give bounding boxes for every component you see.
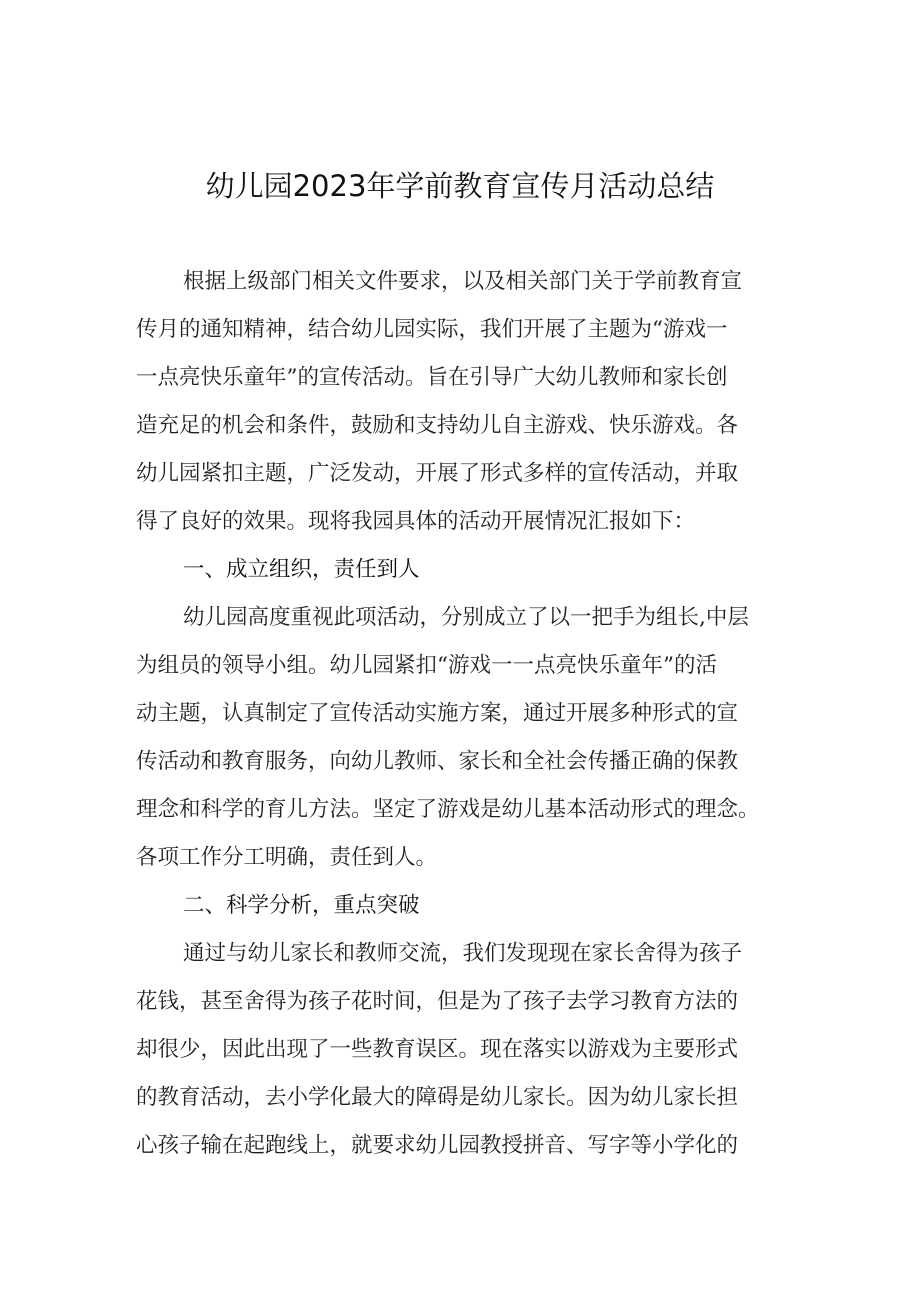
document-title: 幼儿园2023年学前教育宣传月活动总结 bbox=[205, 169, 715, 203]
paragraph-2-line-5: 理念和科学的育儿方法。坚定了游戏是幼儿基本活动形式的理念。 bbox=[136, 797, 760, 822]
paragraph-2-line-2: 为组员的领导小组。幼儿园紧扣“游戏一一点亮快乐童年”的活 bbox=[136, 653, 717, 678]
paragraph-3-line-5: 心孩子输在起跑线上，就要求幼儿园教授拼音、写字等小学化的 bbox=[136, 1133, 739, 1158]
paragraph-1-line-2: 传月的通知精神，结合幼儿园实际，我们开展了主题为“游戏一 bbox=[136, 317, 728, 342]
paragraph-3-line-1: 通过与幼儿家长和教师交流，我们发现现在家长舍得为孩子 bbox=[183, 941, 743, 966]
paragraph-1-line-5: 幼儿园紧扣主题，广泛发动，开展了形式多样的宣传活动，并取 bbox=[136, 461, 739, 486]
paragraph-3-line-4: 的教育活动，去小学化最大的障碍是幼儿家长。因为幼儿家长担 bbox=[136, 1085, 739, 1110]
paragraph-3-line-2: 花钱，甚至舍得为孩子花时间，但是为了孩子去学习教育方法的 bbox=[136, 989, 739, 1014]
paragraph-1-line-6: 得了良好的效果。现将我园具体的活动开展情况汇报如下： bbox=[136, 509, 696, 534]
paragraph-2-line-4: 传活动和教育服务，向幼儿教师、家长和全社会传播正确的保教 bbox=[136, 749, 739, 774]
section-2-heading: 二、科学分析，重点突破 bbox=[183, 893, 420, 918]
paragraph-3-line-3: 却很少，因此出现了一些教育误区。现在落实以游戏为主要形式 bbox=[136, 1037, 739, 1062]
section-1-heading: 一、成立组织，责任到人 bbox=[183, 557, 420, 582]
paragraph-2-line-1: 幼儿园高度重视此项活动，分别成立了以一把手为组长,中层 bbox=[183, 605, 749, 630]
paragraph-2-line-3: 动主题，认真制定了宣传活动实施方案，通过开展多种形式的宣 bbox=[136, 701, 739, 726]
paragraph-1-line-1: 根据上级部门相关文件要求，以及相关部门关于学前教育宣 bbox=[183, 269, 743, 294]
paragraph-2-line-6: 各项工作分工明确，责任到人。 bbox=[136, 845, 438, 870]
paragraph-1-line-4: 造充足的机会和条件，鼓励和支持幼儿自主游戏、快乐游戏。各 bbox=[136, 413, 739, 438]
paragraph-1-line-3: 一点亮快乐童年”的宣传活动。旨在引导广大幼儿教师和家长创 bbox=[136, 365, 728, 390]
